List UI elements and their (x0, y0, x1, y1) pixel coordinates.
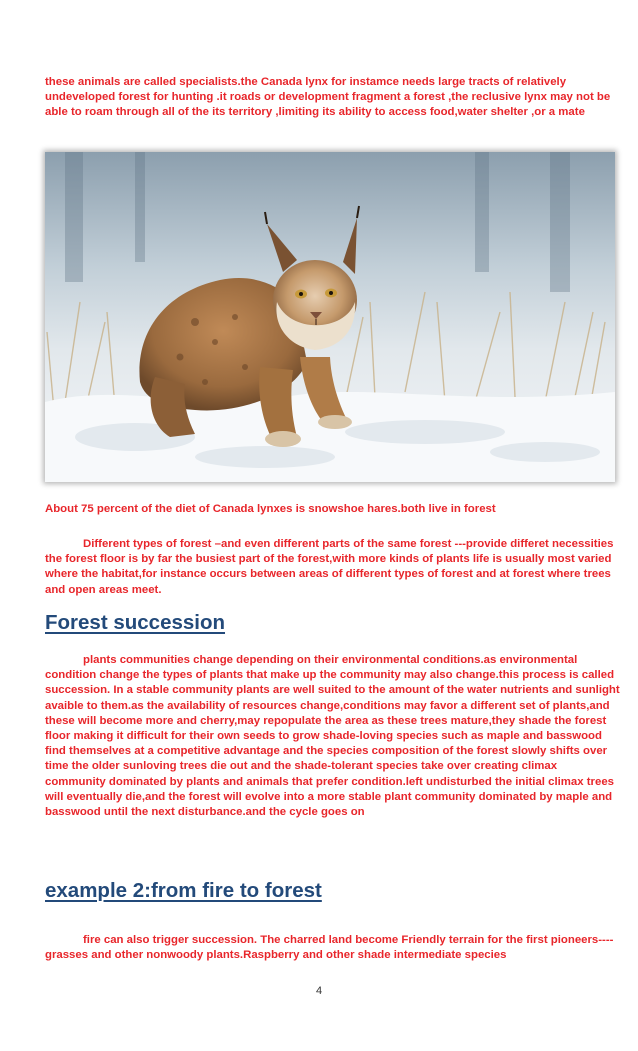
paragraph-succession: plants communities change depending on their environmental conditions.as environmental condition change the types of plants that make up the community may also change.this process is called succession. In a stable community plants are well suited to the amount of the water nutrients and sunlight avaible to them.as the availability of resources change,conditions may favor a different set of plants,and these will become more and cherry,may repopulate the area as these trees mature,they shade the forest floor making it difficult for their own seeds to grow shade-loving species such as maple and basswood find themselves at a competitive advantage and the species composition of the forest slowly shifts over time the older sunloving trees die out and the shade-tolerant species take over creating climax community dominated by plants and animals that prefer condition.left undisturbed the initial climax trees will eventually die,and the forest will evolve into a more stable plant community dominated by maple and basswood until the next disturbance.and the cycle goes on (45, 654, 620, 819)
lynx-photo (45, 152, 615, 482)
page-number: 4 (315, 985, 323, 997)
paragraph-fire-succession: fire can also trigger succession. The charred land become Friendly terrain for the first pioneers----grasses and other nonwoody plants.Raspberry and other shade intermediate species (45, 934, 614, 962)
paragraph-specialists: these animals are called specialists.the Canada lynx for instamce needs large tracts of relatively undeveloped forest for hunting .it roads or development fragment a forest ,the reclusive lynx may not be able to roam through all of the its territory ,limiting its ability to access food,water shelter ,or a mate (45, 76, 611, 119)
heading-forest-succession: Forest succession (45, 611, 226, 634)
paragraph-forest-types: Different types of forest –and even different parts of the same forest ---provide differet necessities the forest floor is by far the busiest part of the forest,with more kinds of plants life is usually most varied where the habitat,for instance occurs between areas of different types of forest and at forest where trees and open areas meet. (45, 538, 614, 596)
heading-example-2: example 2:from fire to forest (45, 879, 322, 902)
paragraph-lynx-diet: About 75 percent of the diet of Canada lynxes is snowshoe hares.both live in forest (45, 503, 496, 515)
